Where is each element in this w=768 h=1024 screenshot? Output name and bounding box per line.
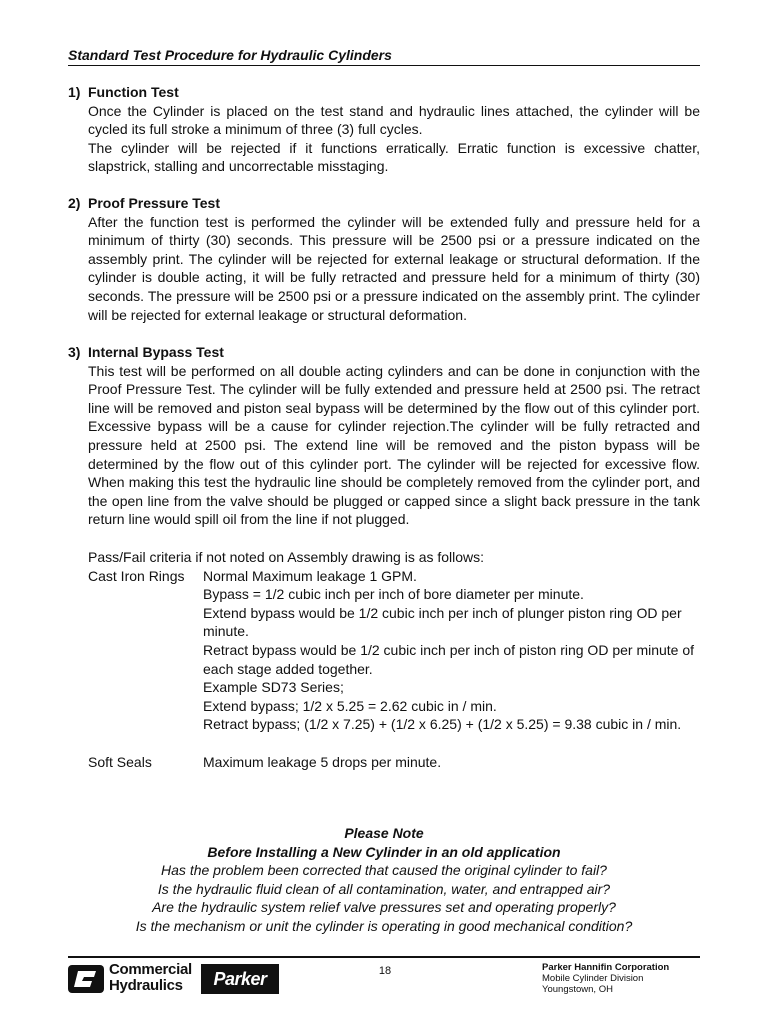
note-subtitle: Before Installing a New Cylinder in an old application (207, 843, 561, 860)
criteria-line: Example SD73 Series; (203, 679, 344, 696)
paragraph: The cylinder will be rejected if it functions erratically. Erratic function is excessive chatter, slapstrick, stalling and uncorrectable misstaging. (88, 139, 700, 175)
note-question: Is the hydraulic fluid clean of all contamination, water, and entrapped air? (157, 880, 611, 897)
section-number: 3) (68, 344, 81, 360)
criteria-line: Extend bypass; 1/2 x 5.25 = 2.62 cubic in / min. (203, 697, 497, 714)
paragraph: Once the Cylinder is placed on the test stand and hydraulic lines attached, the cylinder will be cycled its full stroke a minimum of three (3) full cycles. (88, 102, 700, 138)
note-question: Are the hydraulic system relief valve pressures set and operating properly? (152, 899, 616, 916)
criteria-line: Retract bypass; (1/2 x 7.25) + (1/2 x 6.25) + (1/2 x 5.25) = 9.38 cubic in / min. (203, 716, 682, 733)
paragraph: This test will be performed on all double acting cylinders and can be done in conjunction with the Proof Pressure Test. The cylinder will be fully extended and pressure held at 2500 psi. The retract line will be removed and piston seal bypass will be determined by the flow out of this cylinder port. Excessive bypass will be a cause for cylinder rejection.The cylinder will be fully retracted and pressure held at 2500 psi. The extend line will be removed and the piston bypass will be determined by the flow out of this cylinder port. The cylinder will be rejected for excessive flow. When making this test the hydraulic line should be completely removed from the cylinder port, and the open line from the valve should be plugged or capped since a slight back pressure in the tank return line would spill oil from the line if not plugged. (88, 362, 700, 528)
section-heading: Function Test (88, 84, 179, 100)
section-body (88, 102, 700, 176)
page-number: 18 (378, 965, 392, 977)
pass-fail-criteria (88, 548, 708, 771)
section-heading: Internal Bypass Test (88, 344, 224, 360)
soft-seals-row (88, 753, 708, 772)
criteria-line: Retract bypass would be 1/2 cubic inch per inch of piston ring OD per minute of each stage added together. (203, 641, 695, 677)
soft-seals-label: Soft Seals (88, 753, 152, 770)
commercial-hydraulics-logo-text (109, 962, 192, 994)
parker-logo: Parker (201, 964, 279, 994)
note-question: Is the mechanism or unit the cylinder is operating in good mechanical condition? (135, 917, 633, 934)
section-number: 2) (68, 195, 81, 211)
footer-divider (68, 956, 700, 958)
soft-seals-value: Maximum leakage 5 drops per minute. (203, 753, 442, 770)
corp-location: Youngstown, OH (542, 984, 613, 995)
section-function-test (68, 83, 700, 176)
section-title (68, 343, 700, 362)
commercial-hydraulics-logo-icon (68, 965, 104, 993)
corp-division: Mobile Cylinder Division (542, 973, 644, 984)
section-body (88, 362, 700, 529)
criteria-intro: Pass/Fail criteria if not noted on Assembly drawing is as follows: (88, 549, 485, 565)
cast-iron-label: Cast Iron Rings (88, 567, 185, 584)
page-header: Standard Test Procedure for Hydraulic Cylinders (68, 47, 700, 66)
please-note-block (68, 824, 700, 936)
section-title (68, 83, 700, 102)
section-proof-pressure-test (68, 194, 700, 324)
section-internal-bypass-test (68, 343, 700, 529)
paragraph: After the function test is performed the cylinder will be extended fully and pressure held for a minimum of thirty (30) seconds. This pressure will be 2500 psi or a pressure indicated on the assembly print. The cylinder will be rejected for external leakage or structural deformation. If the cylinder is double acting, it will be fully retracted and pressure held for a minimum of thirty (30) seconds. The pressure will be 2500 psi or a pressure indicated on the assembly print. The cylinder will be rejected for external leakage or structural deformation. (88, 213, 700, 323)
section-body (88, 213, 700, 325)
criteria-line: Bypass = 1/2 cubic inch per inch of bore diameter per minute. (203, 586, 584, 603)
section-number: 1) (68, 84, 81, 100)
criteria-line: Normal Maximum leakage 1 GPM. (203, 567, 417, 584)
cast-iron-values (203, 567, 708, 734)
logo-line: Commercial (109, 961, 192, 978)
criteria-line: Extend bypass would be 1/2 cubic inch per inch of plunger piston ring OD per minute. (203, 604, 682, 640)
corporation-info (542, 962, 669, 995)
cast-iron-rings-row (88, 567, 708, 734)
note-question: Has the problem been corrected that caused the original cylinder to fail? (161, 862, 607, 879)
section-heading: Proof Pressure Test (88, 195, 221, 211)
section-title (68, 194, 700, 213)
logo-line: Hydraulics (109, 977, 183, 994)
corp-name: Parker Hannifin Corporation (542, 962, 670, 973)
note-title: Please Note (344, 825, 424, 841)
